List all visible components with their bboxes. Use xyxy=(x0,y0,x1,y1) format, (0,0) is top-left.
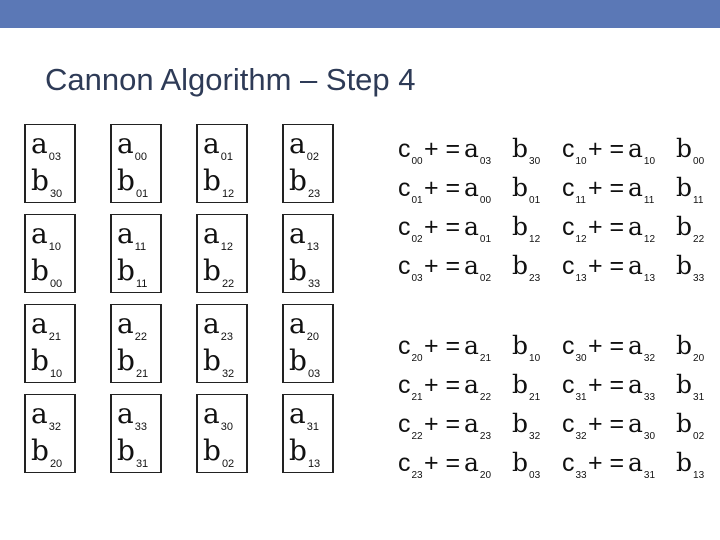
b-entry: $b_{31}$ xyxy=(117,434,149,470)
grid-cell xyxy=(110,304,162,383)
header-bar xyxy=(0,0,720,28)
a-entry: $a_{10}$ xyxy=(31,217,61,253)
grid-cell xyxy=(282,124,334,203)
a-entry: $a_{11}$ xyxy=(117,217,147,253)
b-entry: $b_{12}$ xyxy=(203,164,235,200)
a-entry: $a_{20}$ xyxy=(289,307,319,343)
b-entry: $b_{10}$ xyxy=(31,344,63,380)
a-entry: $a_{00}$ xyxy=(117,127,147,163)
grid-cell xyxy=(196,124,248,203)
a-entry: $a_{22}$ xyxy=(117,307,147,343)
b-entry: $b_{11}$ xyxy=(117,254,148,290)
b-entry: $b_{20}$ xyxy=(31,434,63,470)
b-entry: $b_{32}$ xyxy=(203,344,235,380)
b-entry: $b_{22}$ xyxy=(203,254,235,290)
block-grid xyxy=(24,124,334,473)
grid-cell xyxy=(110,124,162,203)
a-entry: $a_{21}$ xyxy=(31,307,61,343)
a-entry: $a_{23}$ xyxy=(203,307,233,343)
grid-cell xyxy=(196,304,248,383)
a-entry: $a_{31}$ xyxy=(289,397,319,433)
grid-cell xyxy=(282,214,334,293)
a-entry: $a_{01}$ xyxy=(203,127,233,163)
a-entry: $a_{12}$ xyxy=(203,217,233,253)
a-entry: $a_{33}$ xyxy=(117,397,147,433)
a-entry: $a_{30}$ xyxy=(203,397,233,433)
grid-cell xyxy=(24,304,76,383)
grid-cell xyxy=(196,394,248,473)
b-entry: $b_{23}$ xyxy=(289,164,321,200)
b-entry: $b_{13}$ xyxy=(289,434,321,470)
b-entry: $b_{30}$ xyxy=(31,164,63,200)
a-entry: $a_{13}$ xyxy=(289,217,319,253)
page-title: Cannon Algorithm – Step 4 xyxy=(45,62,416,97)
grid-cell xyxy=(110,394,162,473)
b-entry: $b_{01}$ xyxy=(117,164,149,200)
a-entry: $a_{03}$ xyxy=(31,127,61,163)
grid-cell xyxy=(24,214,76,293)
b-entry: $b_{02}$ xyxy=(203,434,235,470)
a-entry: $a_{32}$ xyxy=(31,397,61,433)
b-entry: $b_{33}$ xyxy=(289,254,321,290)
grid-cell xyxy=(282,394,334,473)
grid-cell xyxy=(24,124,76,203)
grid-cell xyxy=(24,394,76,473)
grid-cell xyxy=(196,214,248,293)
b-entry: $b_{03}$ xyxy=(289,344,321,380)
grid-cell xyxy=(110,214,162,293)
b-entry: $b_{00}$ xyxy=(31,254,63,290)
b-entry: $b_{21}$ xyxy=(117,344,149,380)
a-entry: $a_{02}$ xyxy=(289,127,319,163)
grid-cell xyxy=(282,304,334,383)
